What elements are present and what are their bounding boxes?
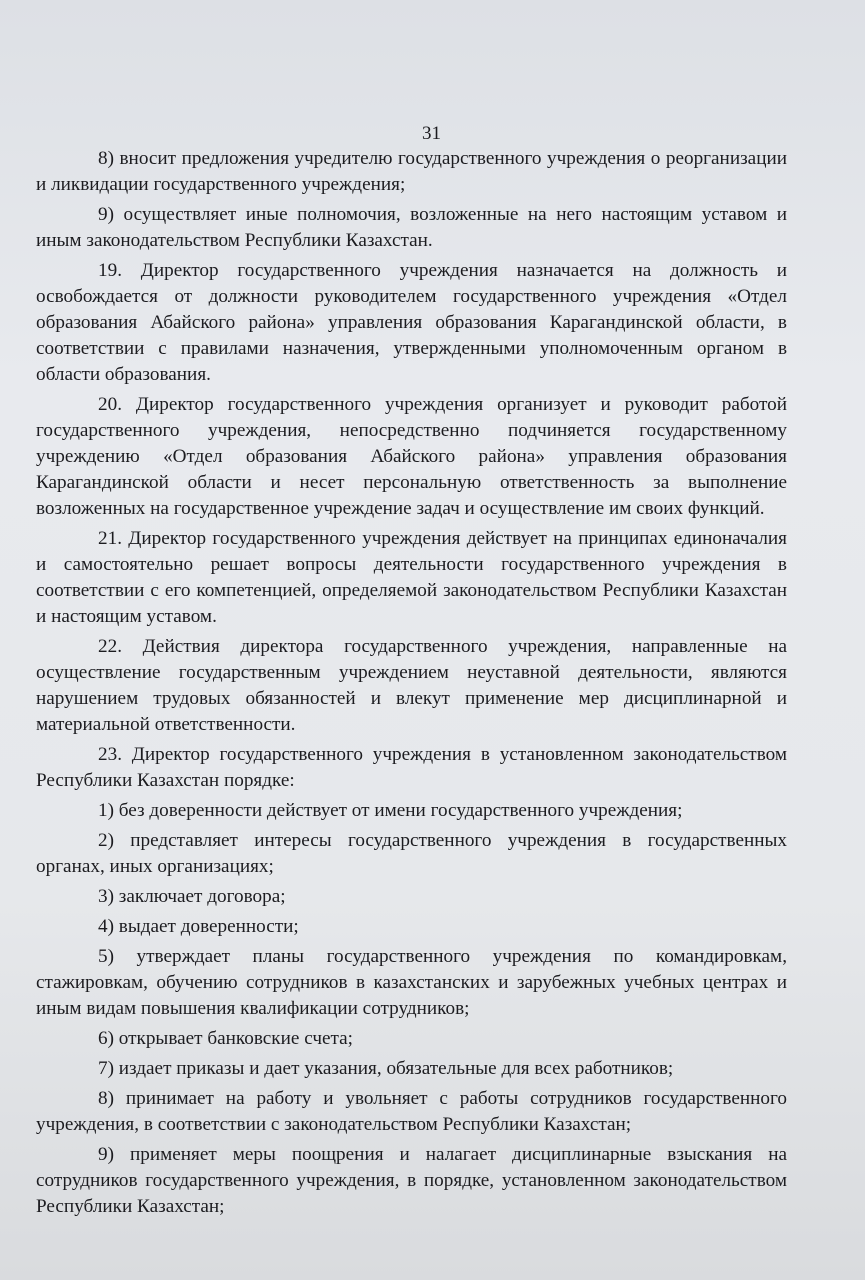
list-item-9: 9) применяет меры поощрения и налагает дисциплинарные взыскания на сотрудников государственного учреждения, в порядке, установленном законодательством Республики Казахстан;: [36, 1144, 787, 1217]
list-item-2: 2) представляет интересы государственного учреждения в государственных органах, иных организациях;: [36, 830, 787, 877]
paragraph-20: 20. Директор государственного учреждения организует и руководит работой государственного учреждения, непосредственно подчиняется государственному учреждению «Отдел образования Абайского района» управления образования Карагандинской области и несет персональную ответственность за выполнение возложенных на государственное учреждение задач и осуществление им своих функций.: [36, 394, 787, 519]
list-item-4: 4) выдает доверенности;: [98, 916, 299, 937]
paragraph-19: 19. Директор государственного учреждения назначается на должность и освобождается от должности руководителем государственного учреждения «Отдел образования Абайского района» управления образования Карагандинской области, в соответствии с правилами назначения, утвержденными уполномоченным органом в области образования.: [36, 260, 787, 385]
paragraph-item-8: 8) вносит предложения учредителю государственного учреждения о реорганизации и ликвидации государственного учреждения;: [36, 148, 787, 195]
list-item-5: 5) утверждает планы государственного учреждения по командировкам, стажировкам, обучению сотрудников в казахстанских и зарубежных учебных центрах и иным видам повышения квалификации сотрудников;: [36, 946, 787, 1019]
page-number: 31: [422, 123, 441, 144]
paragraph-21: 21. Директор государственного учреждения действует на принципах единоначалия и самостоятельно решает вопросы деятельности государственного учреждения в соответствии с его компетенцией, определяемой законодательством Республики Казахстан и настоящим уставом.: [36, 528, 787, 627]
list-item-6: 6) открывает банковские счета;: [98, 1028, 353, 1049]
list-item-3: 3) заключает договора;: [98, 886, 286, 907]
paragraph-22: 22. Действия директора государственного учреждения, направленные на осуществление государственным учреждением неуставной деятельности, являются нарушением трудовых обязанностей и влекут применение мер дисциплинарной и материальной ответственности.: [36, 636, 787, 735]
paragraph-item-9: 9) осуществляет иные полномочия, возложенные на него настоящим уставом и иным законодательством Республики Казахстан.: [36, 204, 787, 251]
list-item-7: 7) издает приказы и дает указания, обязательные для всех работников;: [98, 1058, 674, 1079]
list-item-8: 8) принимает на работу и увольняет с работы сотрудников государственного учреждения, в соответствии с законодательством Республики Казахстан;: [36, 1088, 787, 1135]
list-item-1: 1) без доверенности действует от имени государственного учреждения;: [98, 800, 683, 821]
paragraph-23: 23. Директор государственного учреждения в установленном законодательством Республики Казахстан порядке:: [36, 744, 787, 791]
